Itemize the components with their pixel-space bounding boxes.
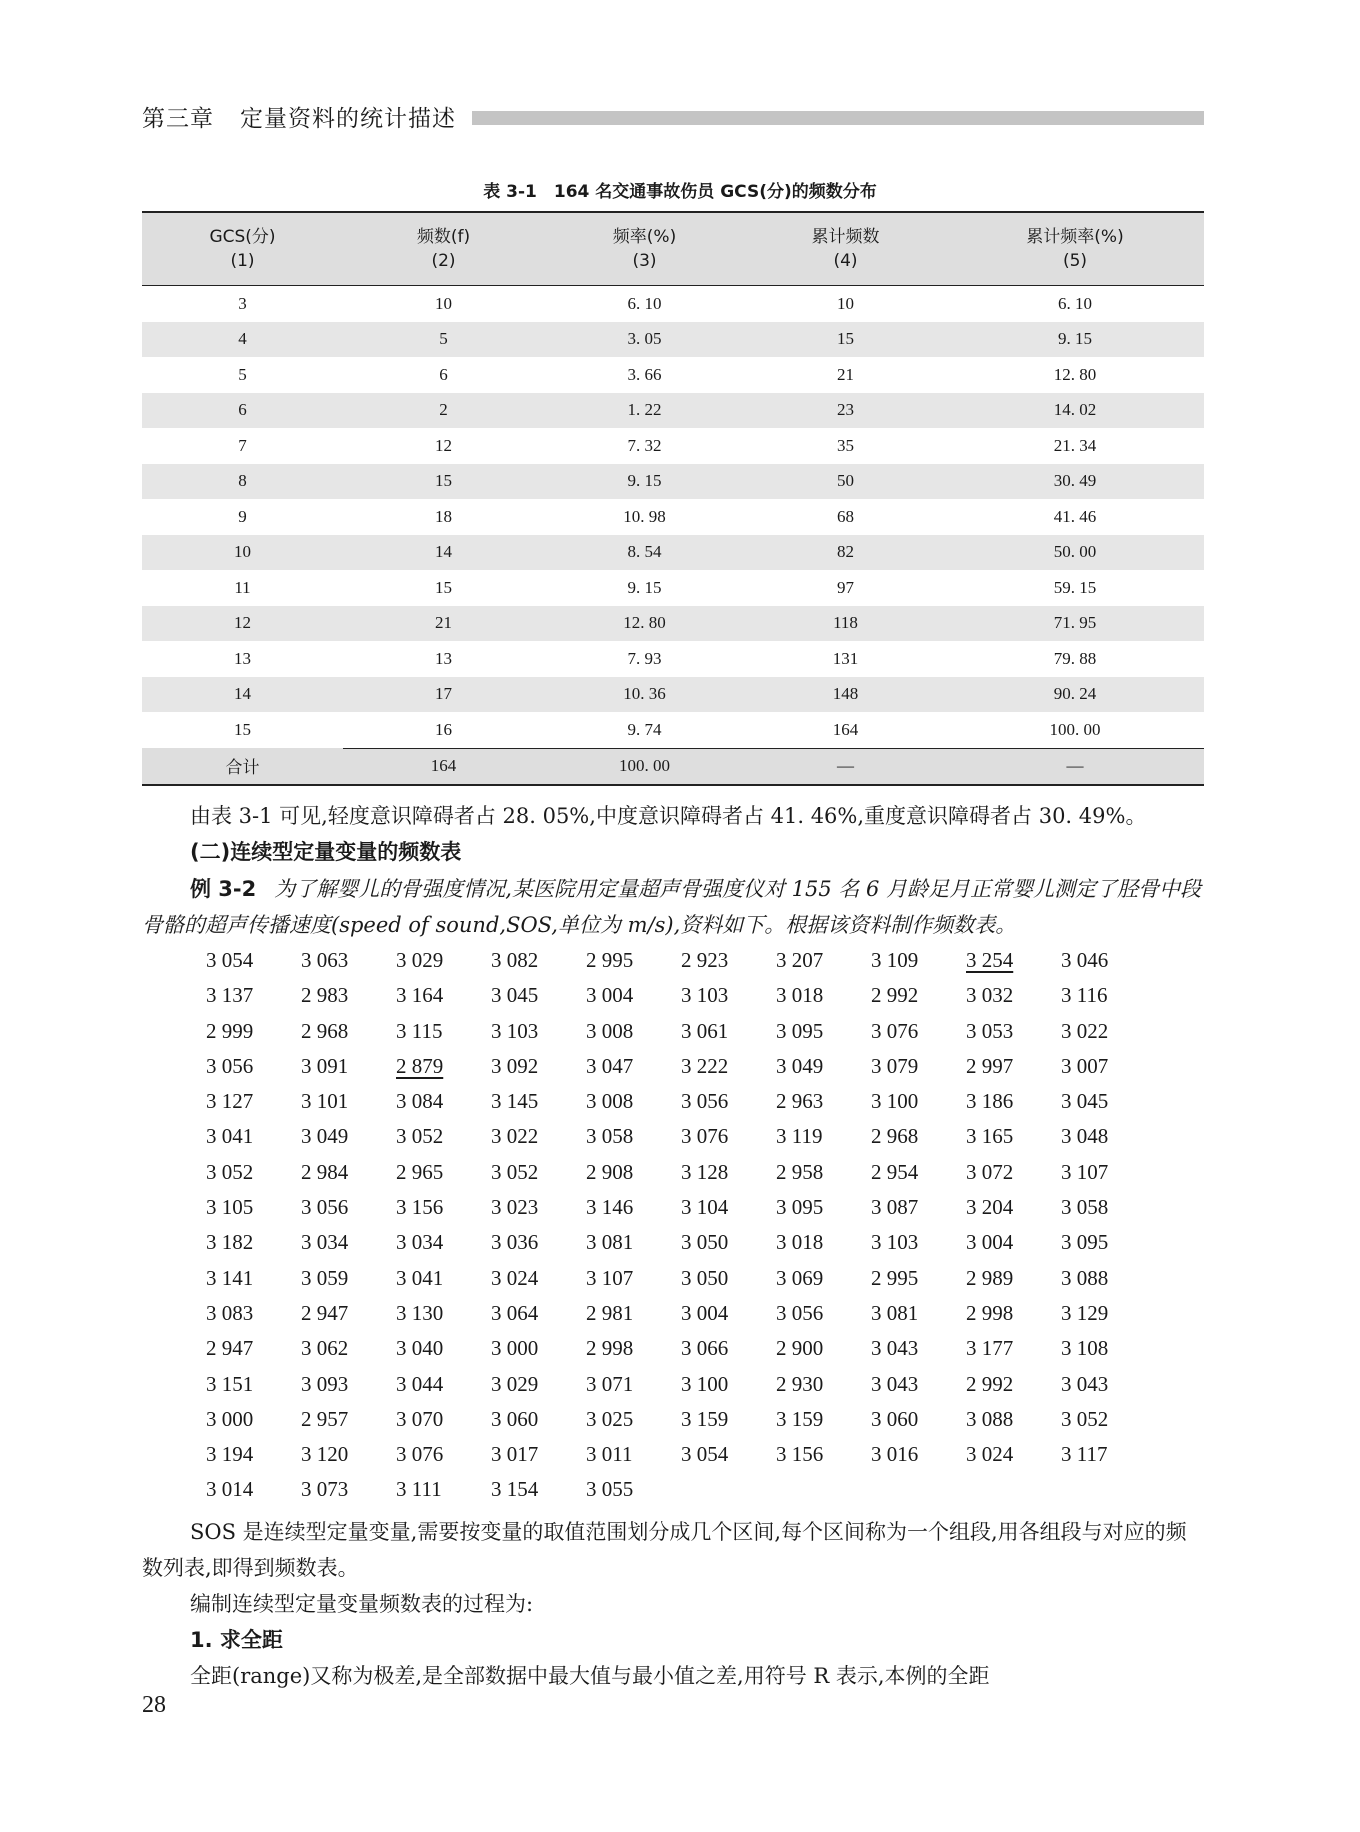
- frequency-cell: 21: [343, 606, 544, 642]
- summary-paragraph: 由表 3-1 可见,轻度意识障碍者占 28. 05%,中度意识障碍者占 41. 46%,重度意识障碍者占 30. 49%。: [190, 804, 1147, 828]
- column-index: (5): [946, 249, 1204, 286]
- range-paragraph: 全距(range)又称为极差,是全部数据中最大值与最小值之差,用符号 R 表示,本例的全距: [190, 1664, 990, 1688]
- cumulative-rate-cell: 50. 00: [946, 535, 1204, 571]
- gcs-cell: 15: [234, 720, 251, 739]
- cumulative-rate-cell: 6. 10: [1058, 293, 1092, 313]
- sos-value: 3 100: [681, 1371, 729, 1396]
- sos-value: 3 154: [491, 1477, 539, 1502]
- frequency-cell: 18: [435, 506, 452, 526]
- sos-value: 3 095: [776, 1018, 824, 1043]
- sos-value: 2 992: [871, 983, 919, 1008]
- sos-value: 2 908: [586, 1159, 634, 1184]
- rate-cell: 10. 98: [623, 506, 666, 526]
- data-row: [206, 1437, 1166, 1472]
- example-text: 为了解婴儿的骨强度情况,某医院用定量超声骨强度仪对 155 名 6 月龄足月正常婴儿测定了胫骨中段骨骼的超声传播速度(speed of sound,SOS,单位为 m/s),资料如下。根据该资料制作频数表。: [142, 877, 1202, 937]
- sos-value: 3 115: [396, 1018, 443, 1043]
- sos-value: 3 159: [776, 1406, 824, 1431]
- sos-value: 3 088: [966, 1406, 1014, 1431]
- cumulative-frequency-cell: 68: [837, 506, 854, 526]
- total-cumulative-rate: —: [946, 748, 1204, 785]
- sos-value: 3 008: [586, 1018, 634, 1043]
- table-row: [142, 286, 1204, 322]
- cumulative-frequency-cell: 10: [837, 293, 854, 313]
- sos-value: 3 104: [681, 1195, 729, 1220]
- table-total-row: [142, 748, 1204, 785]
- data-row: [206, 1190, 1166, 1225]
- sos-value: 3 043: [871, 1336, 919, 1361]
- sos-value: 3 145: [491, 1089, 539, 1114]
- cumulative-frequency-cell: 21: [837, 364, 854, 384]
- cumulative-frequency-cell: 148: [745, 677, 946, 713]
- sos-value: 3 186: [966, 1089, 1014, 1114]
- sos-value: 3 014: [206, 1477, 254, 1502]
- frequency-cell: 10: [435, 293, 452, 313]
- sos-value: 3 034: [396, 1230, 444, 1255]
- page-number: 28: [142, 1692, 166, 1718]
- cumulative-rate-cell: 59. 15: [1053, 577, 1097, 597]
- sos-value: 3 029: [396, 948, 444, 972]
- rate-cell: 7. 32: [627, 435, 662, 455]
- sos-value: 3 055: [586, 1477, 634, 1502]
- column-index: (1): [142, 249, 343, 286]
- sos-value: 3 082: [491, 948, 539, 972]
- column-header: 频率(%): [544, 212, 745, 249]
- sos-value: 3 011: [586, 1442, 633, 1467]
- sos-value: 3 129: [1061, 1300, 1109, 1325]
- data-row: [206, 978, 1166, 1013]
- frequency-cell: 12: [435, 435, 452, 455]
- chapter-number: 第三章: [142, 106, 214, 132]
- sos-value: 3 045: [1061, 1089, 1109, 1114]
- sos-value: 3 018: [776, 983, 824, 1008]
- sos-value: 3 070: [396, 1406, 444, 1431]
- sos-value: 3 146: [586, 1195, 634, 1220]
- rate-cell: 3. 05: [544, 322, 745, 358]
- sos-value: 3 128: [681, 1159, 729, 1184]
- gcs-cell: 6: [142, 393, 343, 429]
- sos-value: 3 254: [966, 948, 1014, 972]
- sos-value: 2 995: [586, 948, 634, 972]
- sos-value: 2 947: [301, 1300, 349, 1325]
- data-row: [206, 1225, 1166, 1260]
- data-row: [206, 943, 1166, 978]
- sos-value: 3 076: [396, 1442, 444, 1467]
- sos-value: 3 008: [586, 1089, 634, 1114]
- sos-value: 2 999: [206, 1018, 254, 1043]
- sos-value: 3 004: [966, 1230, 1014, 1255]
- sos-value: 3 066: [681, 1336, 729, 1361]
- sos-value: 3 061: [681, 1018, 729, 1043]
- sos-value: 3 194: [206, 1442, 254, 1467]
- cumulative-frequency-cell: 97: [837, 577, 854, 597]
- cumulative-rate-cell: 79. 88: [1053, 648, 1097, 668]
- sos-value: 2 983: [301, 983, 349, 1008]
- sos-value: 3 093: [301, 1371, 349, 1396]
- data-row: [206, 1331, 1166, 1366]
- sos-value: 3 091: [301, 1053, 349, 1078]
- sos-value: 3 103: [491, 1018, 539, 1043]
- column-index: (2): [343, 249, 544, 286]
- frequency-cell: 5: [343, 322, 544, 358]
- sos-value: 3 151: [206, 1371, 254, 1396]
- sos-value: 2 947: [206, 1336, 254, 1361]
- gcs-cell: 7: [238, 435, 247, 455]
- column-header: 频数(f): [343, 212, 544, 249]
- cumulative-rate-cell: 12. 80: [1053, 364, 1097, 384]
- table-index-row: [142, 249, 1204, 286]
- rate-cell: 10. 36: [544, 677, 745, 713]
- sos-value: 2 997: [966, 1053, 1014, 1078]
- sos-value: 3 024: [966, 1442, 1014, 1467]
- rate-cell: 3. 66: [627, 364, 662, 384]
- sos-value: 3 029: [491, 1371, 539, 1396]
- example-paragraph: [142, 871, 1204, 943]
- sos-value: 3 076: [681, 1124, 729, 1149]
- sos-value: 3 036: [491, 1230, 539, 1255]
- sos-value: 3 100: [871, 1089, 919, 1114]
- table-row: [142, 357, 1204, 393]
- sos-value: 3 018: [776, 1230, 824, 1255]
- sos-value: 3 056: [301, 1195, 349, 1220]
- sos-value: 2 930: [776, 1371, 824, 1396]
- total-frequency: 164: [343, 748, 544, 785]
- sos-value: 3 120: [301, 1442, 349, 1467]
- sos-value: 3 222: [681, 1053, 729, 1078]
- sos-value: 3 164: [396, 983, 444, 1008]
- sos-value: 3 000: [206, 1406, 254, 1431]
- sos-value: 3 105: [206, 1195, 254, 1220]
- sos-value: 3 069: [776, 1265, 824, 1290]
- gcs-cell: 5: [238, 364, 247, 384]
- cumulative-rate-cell: 14. 02: [946, 393, 1204, 429]
- rate-cell: 7. 93: [627, 648, 662, 668]
- sos-value: 2 923: [681, 948, 729, 972]
- sos-value: 3 054: [206, 948, 254, 972]
- sos-value: 3 007: [1061, 1053, 1109, 1078]
- sos-value: 3 050: [681, 1265, 729, 1290]
- sos-paragraph: SOS 是连续型定量变量,需要按变量的取值范围划分成几个区间,每个区间称为一个组段,用各组段与对应的频数列表,即得到频数表。: [142, 1520, 1187, 1580]
- sos-value: 3 043: [1061, 1371, 1109, 1396]
- cumulative-frequency-cell: 82: [745, 535, 946, 571]
- sos-value: 3 052: [206, 1159, 254, 1184]
- sos-value: 2 900: [776, 1336, 824, 1361]
- sos-value: 3 016: [871, 1442, 919, 1467]
- sos-value: 2 981: [586, 1300, 634, 1325]
- table-row: [142, 499, 1204, 535]
- cumulative-frequency-cell: 15: [745, 322, 946, 358]
- sos-value: 3 056: [776, 1300, 824, 1325]
- cumulative-rate-cell: 90. 24: [946, 677, 1204, 713]
- sos-value: 3 137: [206, 983, 254, 1008]
- frequency-cell: 6: [439, 364, 448, 384]
- sos-value: 3 024: [491, 1265, 539, 1290]
- sos-value: 3 052: [396, 1124, 444, 1149]
- total-label: 合计: [142, 748, 343, 785]
- sos-value: 3 204: [966, 1195, 1014, 1220]
- sos-value: 3 083: [206, 1300, 254, 1325]
- header-decorative-bar: [472, 111, 1204, 125]
- data-row: [206, 1261, 1166, 1296]
- sos-value: 3 107: [1061, 1159, 1109, 1184]
- sos-value: 3 062: [301, 1336, 349, 1361]
- table-row: [142, 464, 1204, 500]
- data-row: [206, 1049, 1166, 1084]
- frequency-cell: 15: [435, 577, 452, 597]
- chapter-title: [142, 100, 456, 133]
- sos-value: 3 045: [491, 983, 539, 1008]
- sos-value: 3 071: [586, 1371, 634, 1396]
- table-row: [142, 606, 1204, 642]
- sos-value: 3 059: [301, 1265, 349, 1290]
- sos-data-grid: [206, 943, 1166, 1508]
- total-rate: 100. 00: [544, 748, 745, 785]
- sos-value: 3 088: [1061, 1265, 1109, 1290]
- sos-value: 3 207: [776, 948, 824, 972]
- sos-value: 2 963: [776, 1089, 824, 1114]
- sos-value: 3 025: [586, 1406, 634, 1431]
- column-index: (3): [544, 249, 745, 286]
- sos-value: 3 060: [871, 1406, 919, 1431]
- sos-value: 2 957: [301, 1406, 349, 1431]
- data-row: [206, 1296, 1166, 1331]
- gcs-cell: 14: [142, 677, 343, 713]
- table-row: [142, 393, 1204, 429]
- sos-value: 3 050: [681, 1230, 729, 1255]
- sos-value: 3 165: [966, 1124, 1014, 1149]
- sos-value: 3 103: [681, 983, 729, 1008]
- sos-value: 3 046: [1061, 948, 1109, 972]
- sos-value: 2 958: [776, 1159, 824, 1184]
- sos-value: 3 111: [396, 1477, 442, 1502]
- sos-value: 3 022: [491, 1124, 539, 1149]
- frequency-cell: 17: [343, 677, 544, 713]
- sos-value: 3 052: [491, 1159, 539, 1184]
- sos-value: 3 058: [1061, 1195, 1109, 1220]
- sos-value: 3 063: [301, 948, 349, 972]
- sos-value: 3 043: [871, 1371, 919, 1396]
- cumulative-rate-cell: 30. 49: [946, 464, 1204, 500]
- sos-value: 3 076: [871, 1018, 919, 1043]
- cumulative-frequency-cell: 118: [745, 606, 946, 642]
- table-header-row: [142, 212, 1204, 249]
- gcs-cell: 12: [142, 606, 343, 642]
- sos-value: 3 119: [776, 1124, 823, 1149]
- sos-value: 2 998: [966, 1300, 1014, 1325]
- frequency-cell: 16: [435, 719, 452, 739]
- rate-cell: 8. 54: [544, 535, 745, 571]
- frequency-cell: 14: [343, 535, 544, 571]
- column-header: GCS(分): [142, 212, 343, 249]
- frequency-cell: 2: [343, 393, 544, 429]
- sos-value: 3 034: [301, 1230, 349, 1255]
- sos-value: 3 041: [396, 1265, 444, 1290]
- data-row: [206, 1367, 1166, 1402]
- sos-value: 3 064: [491, 1300, 539, 1325]
- page-header: [142, 100, 1204, 140]
- cumulative-rate-cell: 71. 95: [946, 606, 1204, 642]
- sos-value: 2 992: [966, 1371, 1014, 1396]
- table-row: [142, 535, 1204, 571]
- sos-value: 3 079: [871, 1053, 919, 1078]
- table-row: [142, 322, 1204, 358]
- sos-value: 3 052: [1061, 1406, 1109, 1431]
- column-header: 累计频数: [745, 212, 946, 249]
- table-row: [142, 428, 1204, 464]
- cumulative-rate-cell: 100. 00: [1049, 719, 1101, 739]
- sos-value: 3 177: [966, 1336, 1014, 1361]
- data-row: [206, 1014, 1166, 1049]
- sos-value: 3 084: [396, 1089, 444, 1114]
- table-row: [142, 677, 1204, 713]
- sos-value: 3 101: [301, 1089, 349, 1114]
- sos-value: 2 995: [871, 1265, 919, 1290]
- sos-value: 2 968: [871, 1124, 919, 1149]
- data-row: [206, 1155, 1166, 1190]
- sos-value: 3 130: [396, 1300, 444, 1325]
- table-caption: 表 3-1 164 名交通事故伤员 GCS(分)的频数分布: [483, 182, 877, 202]
- data-row: [206, 1119, 1166, 1154]
- sos-value: 3 156: [396, 1195, 444, 1220]
- data-row: [206, 1472, 1166, 1507]
- sos-value: 3 087: [871, 1195, 919, 1220]
- table-row: [142, 712, 1204, 748]
- sos-value: 3 081: [871, 1300, 919, 1325]
- sos-value: 2 968: [301, 1018, 349, 1043]
- rate-cell: 6. 10: [627, 293, 662, 313]
- sos-value: 3 004: [681, 1300, 729, 1325]
- sos-value: 3 032: [966, 983, 1014, 1008]
- sos-value: 3 117: [1061, 1442, 1108, 1467]
- sos-value: 2 879: [396, 1053, 444, 1078]
- sos-value: 3 054: [681, 1442, 729, 1467]
- sos-value: 3 017: [491, 1442, 539, 1467]
- column-header: 累计频率(%): [946, 212, 1204, 249]
- sos-value: 3 022: [1061, 1018, 1109, 1043]
- sos-value: 2 965: [396, 1159, 444, 1184]
- sos-value: 3 056: [681, 1089, 729, 1114]
- gcs-cell: 4: [142, 322, 343, 358]
- sos-value: 3 109: [871, 948, 919, 972]
- process-paragraph: 编制连续型定量变量频数表的过程为:: [190, 1592, 534, 1616]
- cumulative-frequency-cell: 23: [745, 393, 946, 429]
- frequency-cell: 15: [343, 464, 544, 500]
- rate-cell: 9. 74: [627, 719, 662, 739]
- cumulative-frequency-cell: 50: [745, 464, 946, 500]
- sos-value: 3 044: [396, 1371, 444, 1396]
- frequency-cell: 13: [435, 648, 452, 668]
- gcs-cell: 3: [238, 293, 247, 313]
- frequency-table: [142, 211, 1204, 786]
- sos-value: 3 092: [491, 1053, 539, 1078]
- column-index: (4): [745, 249, 946, 286]
- rate-cell: 9. 15: [627, 577, 662, 597]
- sos-value: 2 998: [586, 1336, 634, 1361]
- cumulative-rate-cell: 9. 15: [946, 322, 1204, 358]
- chapter-name: 定量资料的统计描述: [240, 106, 456, 132]
- rate-cell: 12. 80: [544, 606, 745, 642]
- cumulative-rate-cell: 21. 34: [1053, 435, 1097, 455]
- sos-value: 3 072: [966, 1159, 1014, 1184]
- sos-value: 3 023: [491, 1195, 539, 1220]
- sos-value: 3 103: [871, 1230, 919, 1255]
- sos-value: 3 049: [301, 1124, 349, 1149]
- sos-value: 3 058: [586, 1124, 634, 1149]
- total-cumulative-frequency: —: [745, 748, 946, 785]
- sos-value: 3 048: [1061, 1124, 1109, 1149]
- sos-value: 3 095: [1061, 1230, 1109, 1255]
- sos-value: 3 141: [206, 1265, 254, 1290]
- rate-cell: 9. 15: [544, 464, 745, 500]
- sos-value: 3 127: [206, 1089, 254, 1114]
- gcs-cell: 13: [234, 648, 251, 668]
- data-row: [206, 1084, 1166, 1119]
- table-body: [142, 286, 1204, 749]
- cumulative-frequency-cell: 164: [832, 719, 859, 739]
- cumulative-rate-cell: 41. 46: [1053, 506, 1097, 526]
- sos-value: 3 041: [206, 1124, 254, 1149]
- table-row: [142, 570, 1204, 606]
- sos-value: 3 049: [776, 1053, 824, 1078]
- sos-value: 3 040: [396, 1336, 444, 1361]
- sos-value: 2 984: [301, 1159, 349, 1184]
- sos-value: 2 989: [966, 1265, 1014, 1290]
- sos-value: 3 047: [586, 1053, 634, 1078]
- sos-value: 3 004: [586, 983, 634, 1008]
- example-label: 例 3-2: [190, 877, 257, 901]
- sos-value: 2 954: [871, 1159, 919, 1184]
- gcs-cell: 9: [238, 506, 247, 526]
- sos-value: 3 081: [586, 1230, 634, 1255]
- sos-value: 3 182: [206, 1230, 254, 1255]
- sos-value: 3 095: [776, 1195, 824, 1220]
- sos-value: 3 159: [681, 1406, 729, 1431]
- step1-heading: 1. 求全距: [190, 1628, 283, 1652]
- sos-value: 3 073: [301, 1477, 349, 1502]
- data-row: [206, 1402, 1166, 1437]
- table-row: [142, 641, 1204, 677]
- gcs-cell: 11: [234, 577, 251, 597]
- sos-value: 3 107: [586, 1265, 634, 1290]
- sos-value: 3 156: [776, 1442, 824, 1467]
- gcs-cell: 10: [142, 535, 343, 571]
- sos-value: 3 000: [491, 1336, 539, 1361]
- section-heading: (二)连续型定量变量的频数表: [190, 840, 462, 864]
- sos-value: 3 116: [1061, 983, 1108, 1008]
- sos-value: 3 056: [206, 1053, 254, 1078]
- sos-value: 3 053: [966, 1018, 1014, 1043]
- rate-cell: 1. 22: [544, 393, 745, 429]
- cumulative-frequency-cell: 131: [832, 648, 859, 668]
- gcs-cell: 8: [142, 464, 343, 500]
- sos-value: 3 108: [1061, 1336, 1109, 1361]
- cumulative-frequency-cell: 35: [837, 435, 854, 455]
- sos-value: 3 060: [491, 1406, 539, 1431]
